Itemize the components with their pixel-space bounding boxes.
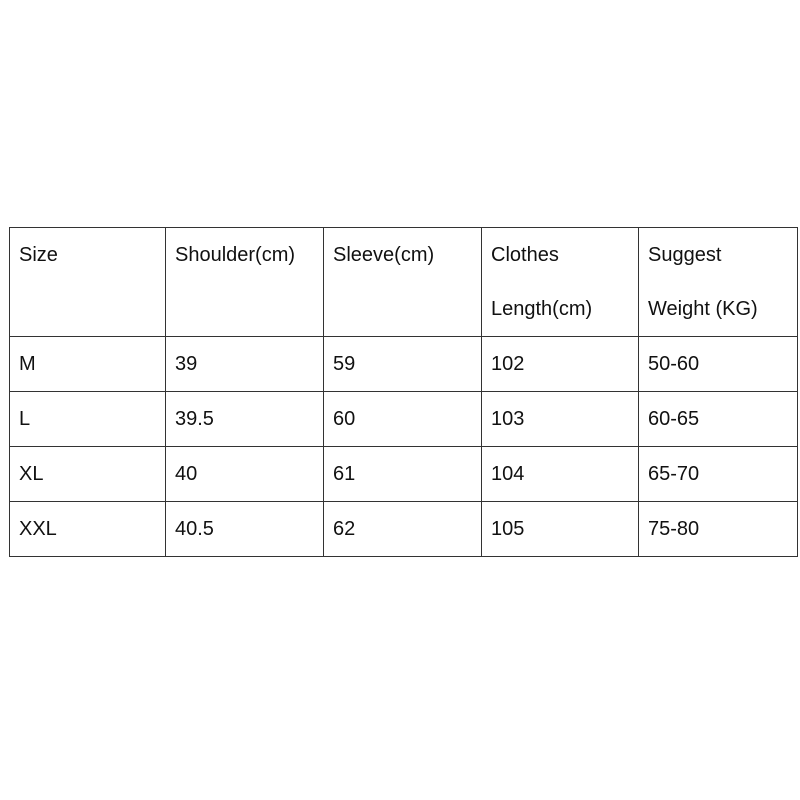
cell-sleeve: 61 bbox=[324, 447, 482, 502]
header-text: Clothes bbox=[491, 244, 559, 266]
cell-suggest-weight: 50-60 bbox=[639, 337, 798, 392]
cell-clothes-length: 105 bbox=[482, 502, 639, 557]
header-text: Size bbox=[19, 244, 58, 266]
table-row bbox=[10, 502, 798, 557]
cell-size: XXL bbox=[10, 502, 166, 557]
table-header-row bbox=[10, 228, 798, 337]
cell-size: L bbox=[10, 392, 166, 447]
cell-sleeve: 62 bbox=[324, 502, 482, 557]
cell-clothes-length: 103 bbox=[482, 392, 639, 447]
cell-clothes-length: 104 bbox=[482, 447, 639, 502]
header-size bbox=[10, 228, 166, 337]
size-chart-table bbox=[9, 227, 798, 557]
header-text: Shoulder(cm) bbox=[175, 244, 296, 266]
cell-clothes-length: 102 bbox=[482, 337, 639, 392]
cell-shoulder: 39.5 bbox=[166, 392, 324, 447]
header-shoulder bbox=[166, 228, 324, 337]
header-sleeve bbox=[324, 228, 482, 337]
cell-sleeve: 60 bbox=[324, 392, 482, 447]
cell-suggest-weight: 65-70 bbox=[639, 447, 798, 502]
cell-size: M bbox=[10, 337, 166, 392]
table-row bbox=[10, 337, 798, 392]
table-row bbox=[10, 392, 798, 447]
cell-shoulder: 40.5 bbox=[166, 502, 324, 557]
cell-suggest-weight: 60-65 bbox=[639, 392, 798, 447]
header-text: Weight (KG) bbox=[648, 298, 758, 320]
header-text: Sleeve(cm) bbox=[333, 244, 435, 266]
cell-suggest-weight: 75-80 bbox=[639, 502, 798, 557]
cell-sleeve: 59 bbox=[324, 337, 482, 392]
header-suggest-weight bbox=[639, 228, 798, 337]
header-clothes-length bbox=[482, 228, 639, 337]
table-row bbox=[10, 447, 798, 502]
header-text: Length(cm) bbox=[491, 298, 593, 320]
cell-size: XL bbox=[10, 447, 166, 502]
cell-shoulder: 40 bbox=[166, 447, 324, 502]
header-text: Suggest bbox=[648, 244, 722, 266]
cell-shoulder: 39 bbox=[166, 337, 324, 392]
